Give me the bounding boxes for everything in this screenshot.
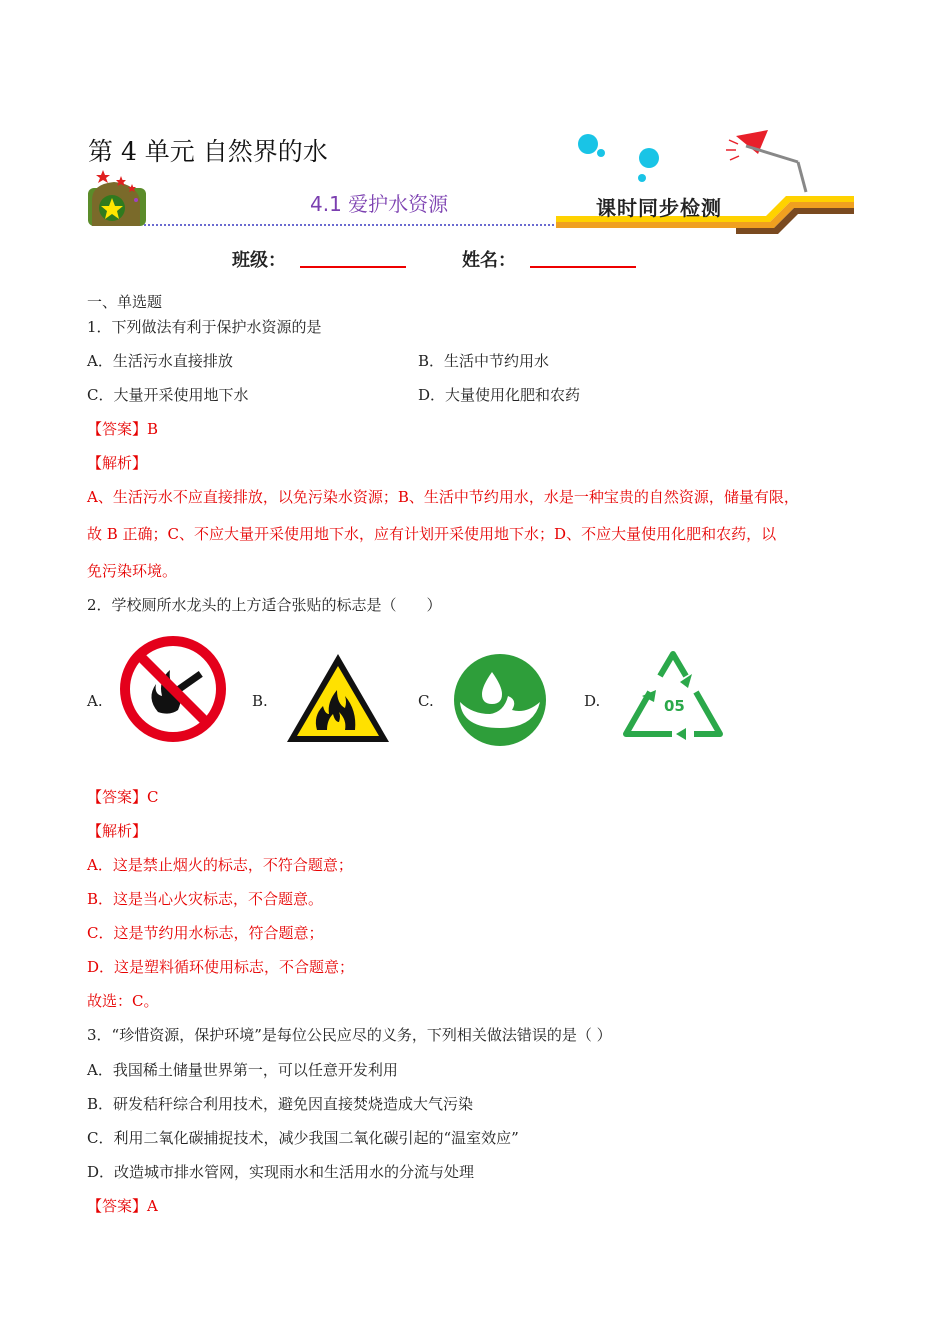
q2-label-a: A. [87,692,103,710]
name-label: 姓名： [462,250,516,271]
q1-answer: 【答案】B [87,420,159,438]
q2-conclusion: 故选：C。 [87,992,159,1010]
q2-label-d: D. [584,692,601,710]
q2-analysis-label: 【解析】 [87,822,148,840]
q2-analysis-b: B．这是当心火灾标志，不合题意。 [87,890,324,908]
q3-answer: 【答案】A [87,1197,158,1215]
q2-label-c: C. [418,692,434,710]
q1-analysis-label: 【解析】 [87,454,148,472]
lamp-icon [726,130,806,192]
bubbles-icon [578,134,659,182]
q2-analysis-a: A．这是禁止烟火的标志，不符合题意； [87,856,353,874]
q3-option-b: B．研发秸秆综合利用技术，避免因直接焚烧造成大气污染 [87,1095,474,1113]
name-field[interactable] [530,266,636,268]
q3-option-d: D．改造城市排水管网，实现雨水和生活用水的分流与处理 [87,1163,475,1181]
q1-analysis-line-1: A、生活污水不应直接排放，以免污染水资源；B、生活中节约用水，水是一种宝贵的自然资源，储量有限， [87,488,799,506]
q1-option-a: A．生活污水直接排放 [87,352,233,370]
no-fire-sign-icon [118,634,228,744]
q2-analysis-c: C．这是节约用水标志，符合题意； [87,924,324,942]
lesson-title: 4.1 爱护水资源 [310,192,449,216]
recycle-code: 05 [664,697,685,715]
fire-warning-sign-icon [283,650,393,746]
q3-option-a: A．我国稀土储量世界第一，可以任意开发利用 [87,1061,398,1079]
q1-option-d: D．大量使用化肥和农药 [418,386,581,404]
q1-option-b: B．生活中节约用水 [418,352,550,370]
unit-title: 第 4 单元 自然界的水 [88,137,328,166]
check-title: 课时同步检测 [596,196,722,220]
q3-option-c: C．利用二氧化碳捕捉技术，减少我国二氧化碳引起的“温室效应” [87,1129,519,1147]
save-water-sign-icon [452,652,548,748]
recycle-sign-icon [620,646,726,746]
q1-stem: 1．下列做法有利于保护水资源的是 [87,318,322,336]
q1-analysis-line-3: 免污染环境。 [87,562,178,580]
q3-stem: 3．“珍惜资源，保护环境”是每位公民应尽的义务，下列相关做法错误的是（ ） [87,1026,612,1044]
q2-analysis-d: D．这是塑料循环使用标志，不合题意； [87,958,355,976]
q1-option-c: C．大量开采使用地下水 [87,386,249,404]
q2-answer: 【答案】C [87,788,159,806]
q2-stem: 2．学校厕所水龙头的上方适合张贴的标志是（ ） [87,596,442,614]
section-title: 一、单选题 [87,293,163,311]
star-badge-icon [88,170,146,226]
class-field[interactable] [300,266,406,268]
q1-analysis-line-2: 故 B 正确；C、不应大量开采使用地下水，应有计划开采使用地下水；D、不应大量使用化肥和农药，以 [87,525,777,543]
class-label: 班级： [232,250,286,271]
q2-label-b: B. [252,692,268,710]
